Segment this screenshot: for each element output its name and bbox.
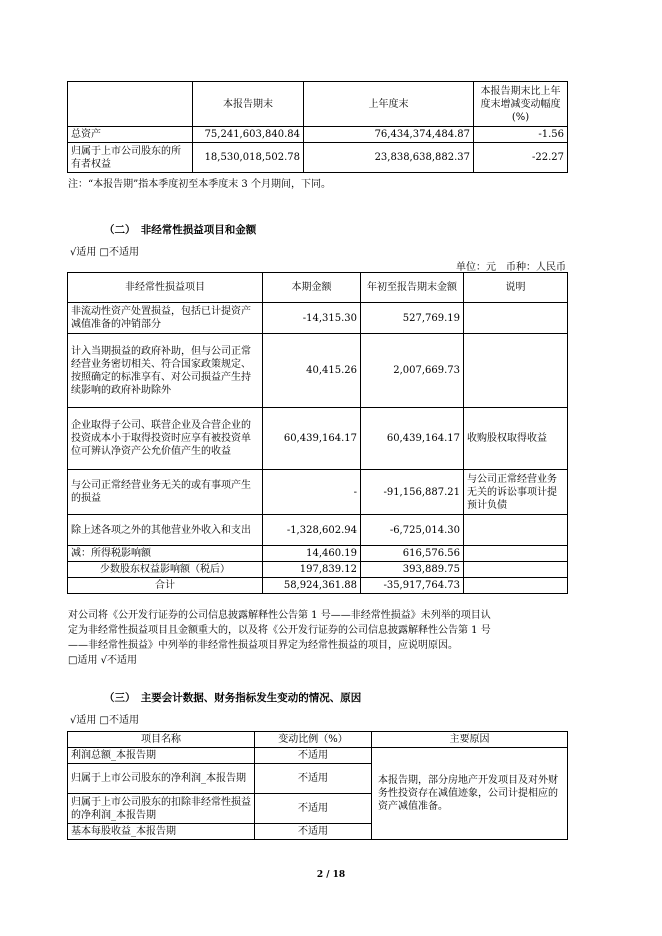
balance-summary-table: [67, 81, 568, 173]
header-cell: 本报告期末: [193, 82, 304, 127]
table-row: [68, 748, 568, 764]
applicability-checkbox: √适用 □不适用: [70, 247, 139, 258]
value-cell: 616,576.56: [361, 546, 464, 562]
table-row: [68, 408, 568, 470]
table-row: [68, 515, 568, 546]
applicability-checkbox: √适用 □不适用: [70, 715, 139, 726]
page-number: 2 / 18: [316, 870, 346, 880]
row-label: 利润总额_本报告期: [68, 748, 255, 764]
row-label: 计入当期损益的政府补助，但与公司正常经营业务密切相关、符合国家政策规定、按照确定的标准享有、对公司损益产生持续影响的政府补助除外: [68, 334, 263, 408]
non-recurring-items-table: [67, 272, 568, 594]
value-cell: -6,725,014.30: [361, 515, 464, 546]
reason-cell: 本报告期，部分房地产开发项目及对外财务性投资存在减值迹象，公司计提相应的资产减值准备。: [372, 748, 568, 840]
row-label: 企业取得子公司、联营企业及合营企业的投资成本小于取得投资时应享有被投资单位可辨认净资产公允价值产生的收益: [68, 408, 263, 470]
header-cell: [68, 82, 193, 127]
key-change-table: [67, 731, 568, 840]
remark-cell: [464, 562, 568, 578]
row-label: 减：所得税影响额: [68, 546, 263, 562]
value-cell: 不适用: [255, 764, 372, 794]
table-row: [68, 334, 568, 408]
header-cell: 上年度末: [304, 82, 474, 127]
remark-cell: [464, 515, 568, 546]
value-cell: 197,839.12: [263, 562, 361, 578]
section-title: （三） 主要会计数据、财务指标发生变动的情况、原因: [104, 692, 362, 704]
value-cell: -1.56: [474, 127, 568, 143]
paragraph-line: ——非经常性损益》中列举的非经常性损益项目界定为经常性损益的项目，应说明原因。: [68, 640, 458, 651]
table-row: [68, 546, 568, 562]
table-row: [68, 143, 568, 173]
row-label: 除上述各项之外的其他营业外收入和支出: [68, 515, 263, 546]
explanation-paragraph: [68, 608, 491, 668]
row-label: 归属于上市公司股东的净利润_本报告期: [68, 764, 255, 794]
header-cell: 本报告期末比上年度末增减变动幅度(%): [474, 82, 568, 127]
value-cell: -: [263, 470, 361, 515]
value-cell: -14,315.30: [263, 303, 361, 334]
row-label: 归属于上市公司股东的扣除非经常性损益的净利润_本报告期: [68, 794, 255, 824]
row-label: 少数股东权益影响额（税后）: [68, 562, 263, 578]
section-title: （二） 非经常性损益项目和金额: [104, 224, 257, 236]
value-cell: 40,415.26: [263, 334, 361, 408]
value-cell: 不适用: [255, 794, 372, 824]
value-cell: -91,156,887.21: [361, 470, 464, 515]
remark-cell: [464, 334, 568, 408]
remark-cell: [464, 578, 568, 594]
table-row: [68, 562, 568, 578]
row-label: 归属于上市公司股东的所有者权益: [68, 143, 193, 173]
remark-cell: 收购股权取得收益: [464, 408, 568, 470]
header-cell: 变动比例（%）: [255, 732, 372, 748]
value-cell: -1,328,602.94: [263, 515, 361, 546]
value-cell: 23,838,638,882.37: [304, 143, 474, 173]
table-total-row: [68, 578, 568, 594]
header-cell: 主要原因: [372, 732, 568, 748]
row-label: 基本每股收益_本报告期: [68, 824, 255, 840]
value-cell: 不适用: [255, 824, 372, 840]
value-cell: -22.27: [474, 143, 568, 173]
value-cell: -35,917,764.73: [361, 578, 464, 594]
table-row: [68, 127, 568, 143]
applicability-checkbox: □适用 √不适用: [68, 655, 137, 666]
table-note: 注：“本报告期”指本季度初至本季度末 3 个月期间，下同。: [68, 179, 331, 190]
remark-cell: 与公司正常经营业务无关的诉讼事项计提预计负债: [464, 470, 568, 515]
remark-cell: [464, 303, 568, 334]
value-cell: 不适用: [255, 748, 372, 764]
paragraph-line: 定为非经常性损益项目且金额重大的，以及将《公开发行证券的公司信息披露解释性公告第 1 号: [68, 625, 491, 636]
unit-label: 单位：元 币种：人民币: [456, 262, 566, 273]
paragraph-line: 对公司将《公开发行证券的公司信息披露解释性公告第 1 号——非经常性损益》未列举的项目认: [68, 610, 491, 621]
header-cell: 非经常性损益项目: [68, 273, 263, 303]
table-header-row: [68, 82, 568, 127]
remark-cell: [464, 546, 568, 562]
value-cell: 527,769.19: [361, 303, 464, 334]
table-header-row: [68, 273, 568, 303]
value-cell: 60,439,164.17: [361, 408, 464, 470]
row-label: 非流动性资产处置损益，包括已计提资产减值准备的冲销部分: [68, 303, 263, 334]
table-row: [68, 470, 568, 515]
value-cell: 58,924,361.88: [263, 578, 361, 594]
row-label: 总资产: [68, 127, 193, 143]
value-cell: 18,530,018,502.78: [193, 143, 304, 173]
value-cell: 75,241,603,840.84: [193, 127, 304, 143]
value-cell: 60,439,164.17: [263, 408, 361, 470]
value-cell: 76,434,374,484.87: [304, 127, 474, 143]
row-label: 与公司正常经营业务无关的或有事项产生的损益: [68, 470, 263, 515]
value-cell: 2,007,669.73: [361, 334, 464, 408]
value-cell: 14,460.19: [263, 546, 361, 562]
header-cell: 项目名称: [68, 732, 255, 748]
header-cell: 年初至报告期末金额: [361, 273, 464, 303]
header-cell: 说明: [464, 273, 568, 303]
table-row: [68, 303, 568, 334]
value-cell: 393,889.75: [361, 562, 464, 578]
row-label: 合计: [68, 578, 263, 594]
table-header-row: [68, 732, 568, 748]
header-cell: 本期金额: [263, 273, 361, 303]
